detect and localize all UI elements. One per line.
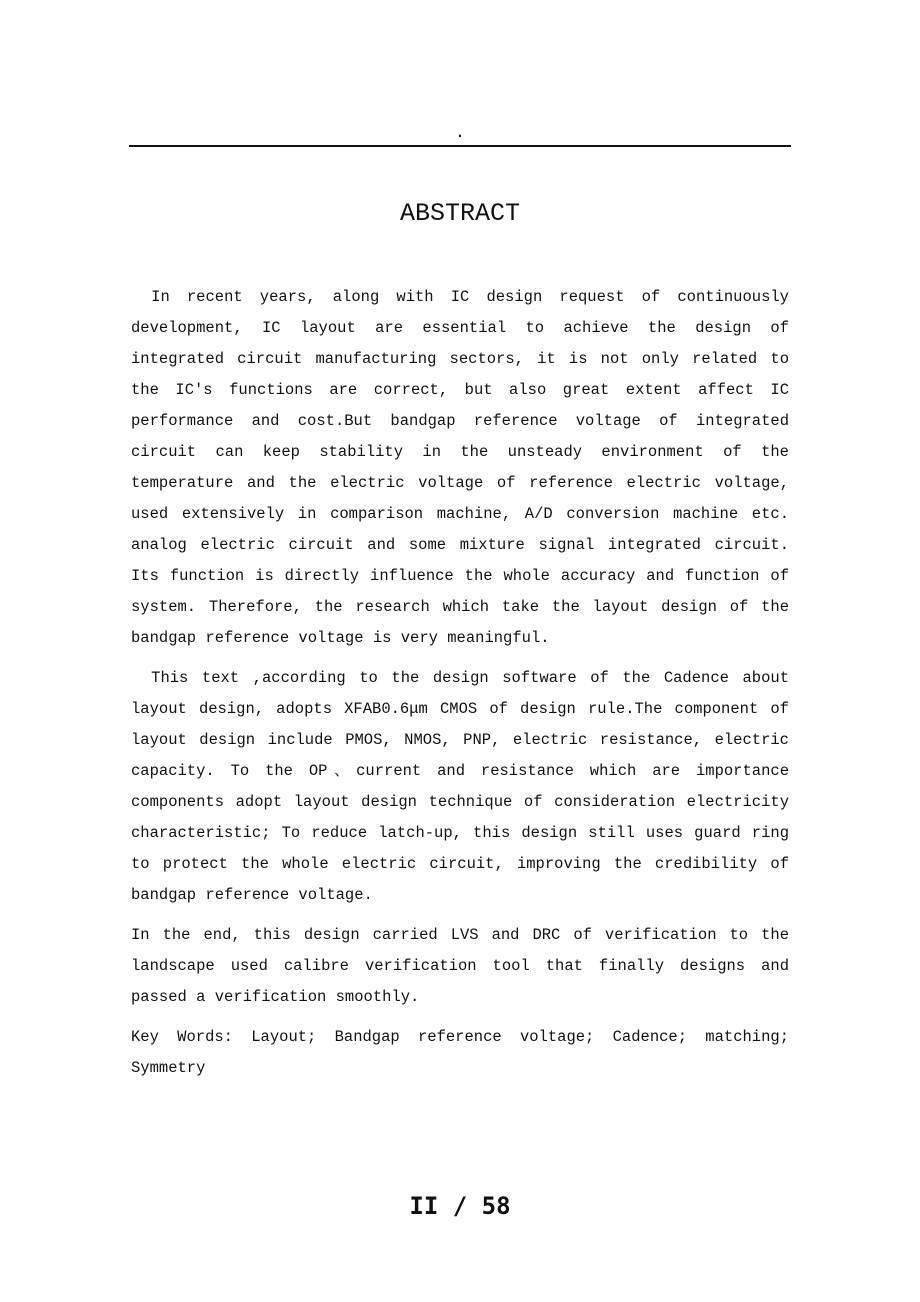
header-mark: .: [455, 122, 465, 141]
abstract-paragraph-2: This text ,according to the design software of the Cadence about layout design, adopts XFAB0.6μm CMOS of design rule.The component of layout design include PMOS, NMOS, PNP, electric resistance, electric capacity. To the OP、current and resistance which are importance components adopt layout design technique of consideration electricity characteristic; To reduce latch-up, this design still uses guard ring to protect the whole electric circuit, improving the credibility of bandgap reference voltage.: [131, 669, 789, 904]
header-rule: [129, 145, 791, 147]
abstract-paragraph-1: In recent years, along with IC design request of continuously development, IC layout are essential to achieve the design of integrated circuit manufacturing sectors, it is not only related to the IC's functions are correct, but also great extent affect IC performance and cost.But bandgap reference voltage of integrated circuit can keep stability in the unsteady environment of the temperature and the electric voltage of reference electric voltage, used extensively in comparison machine, A/D conversion machine etc. analog electric circuit and some mixture signal integrated circuit. Its function is directly influence the whole accuracy and function of system. Therefore, the research which take the layout design of the bandgap reference voltage is very meaningful.: [131, 288, 789, 647]
abstract-paragraph-3: In the end, this design carried LVS and DRC of verification to the landscape used calibre verification tool that finally designs and passed a verification smoothly.: [131, 926, 789, 1006]
keywords-line: Key Words: Layout; Bandgap reference voltage; Cadence; matching; Symmetry: [131, 1028, 789, 1077]
abstract-body: [131, 282, 789, 1084]
page-number: II / 58: [409, 1192, 511, 1220]
page-title: ABSTRACT: [399, 199, 521, 228]
